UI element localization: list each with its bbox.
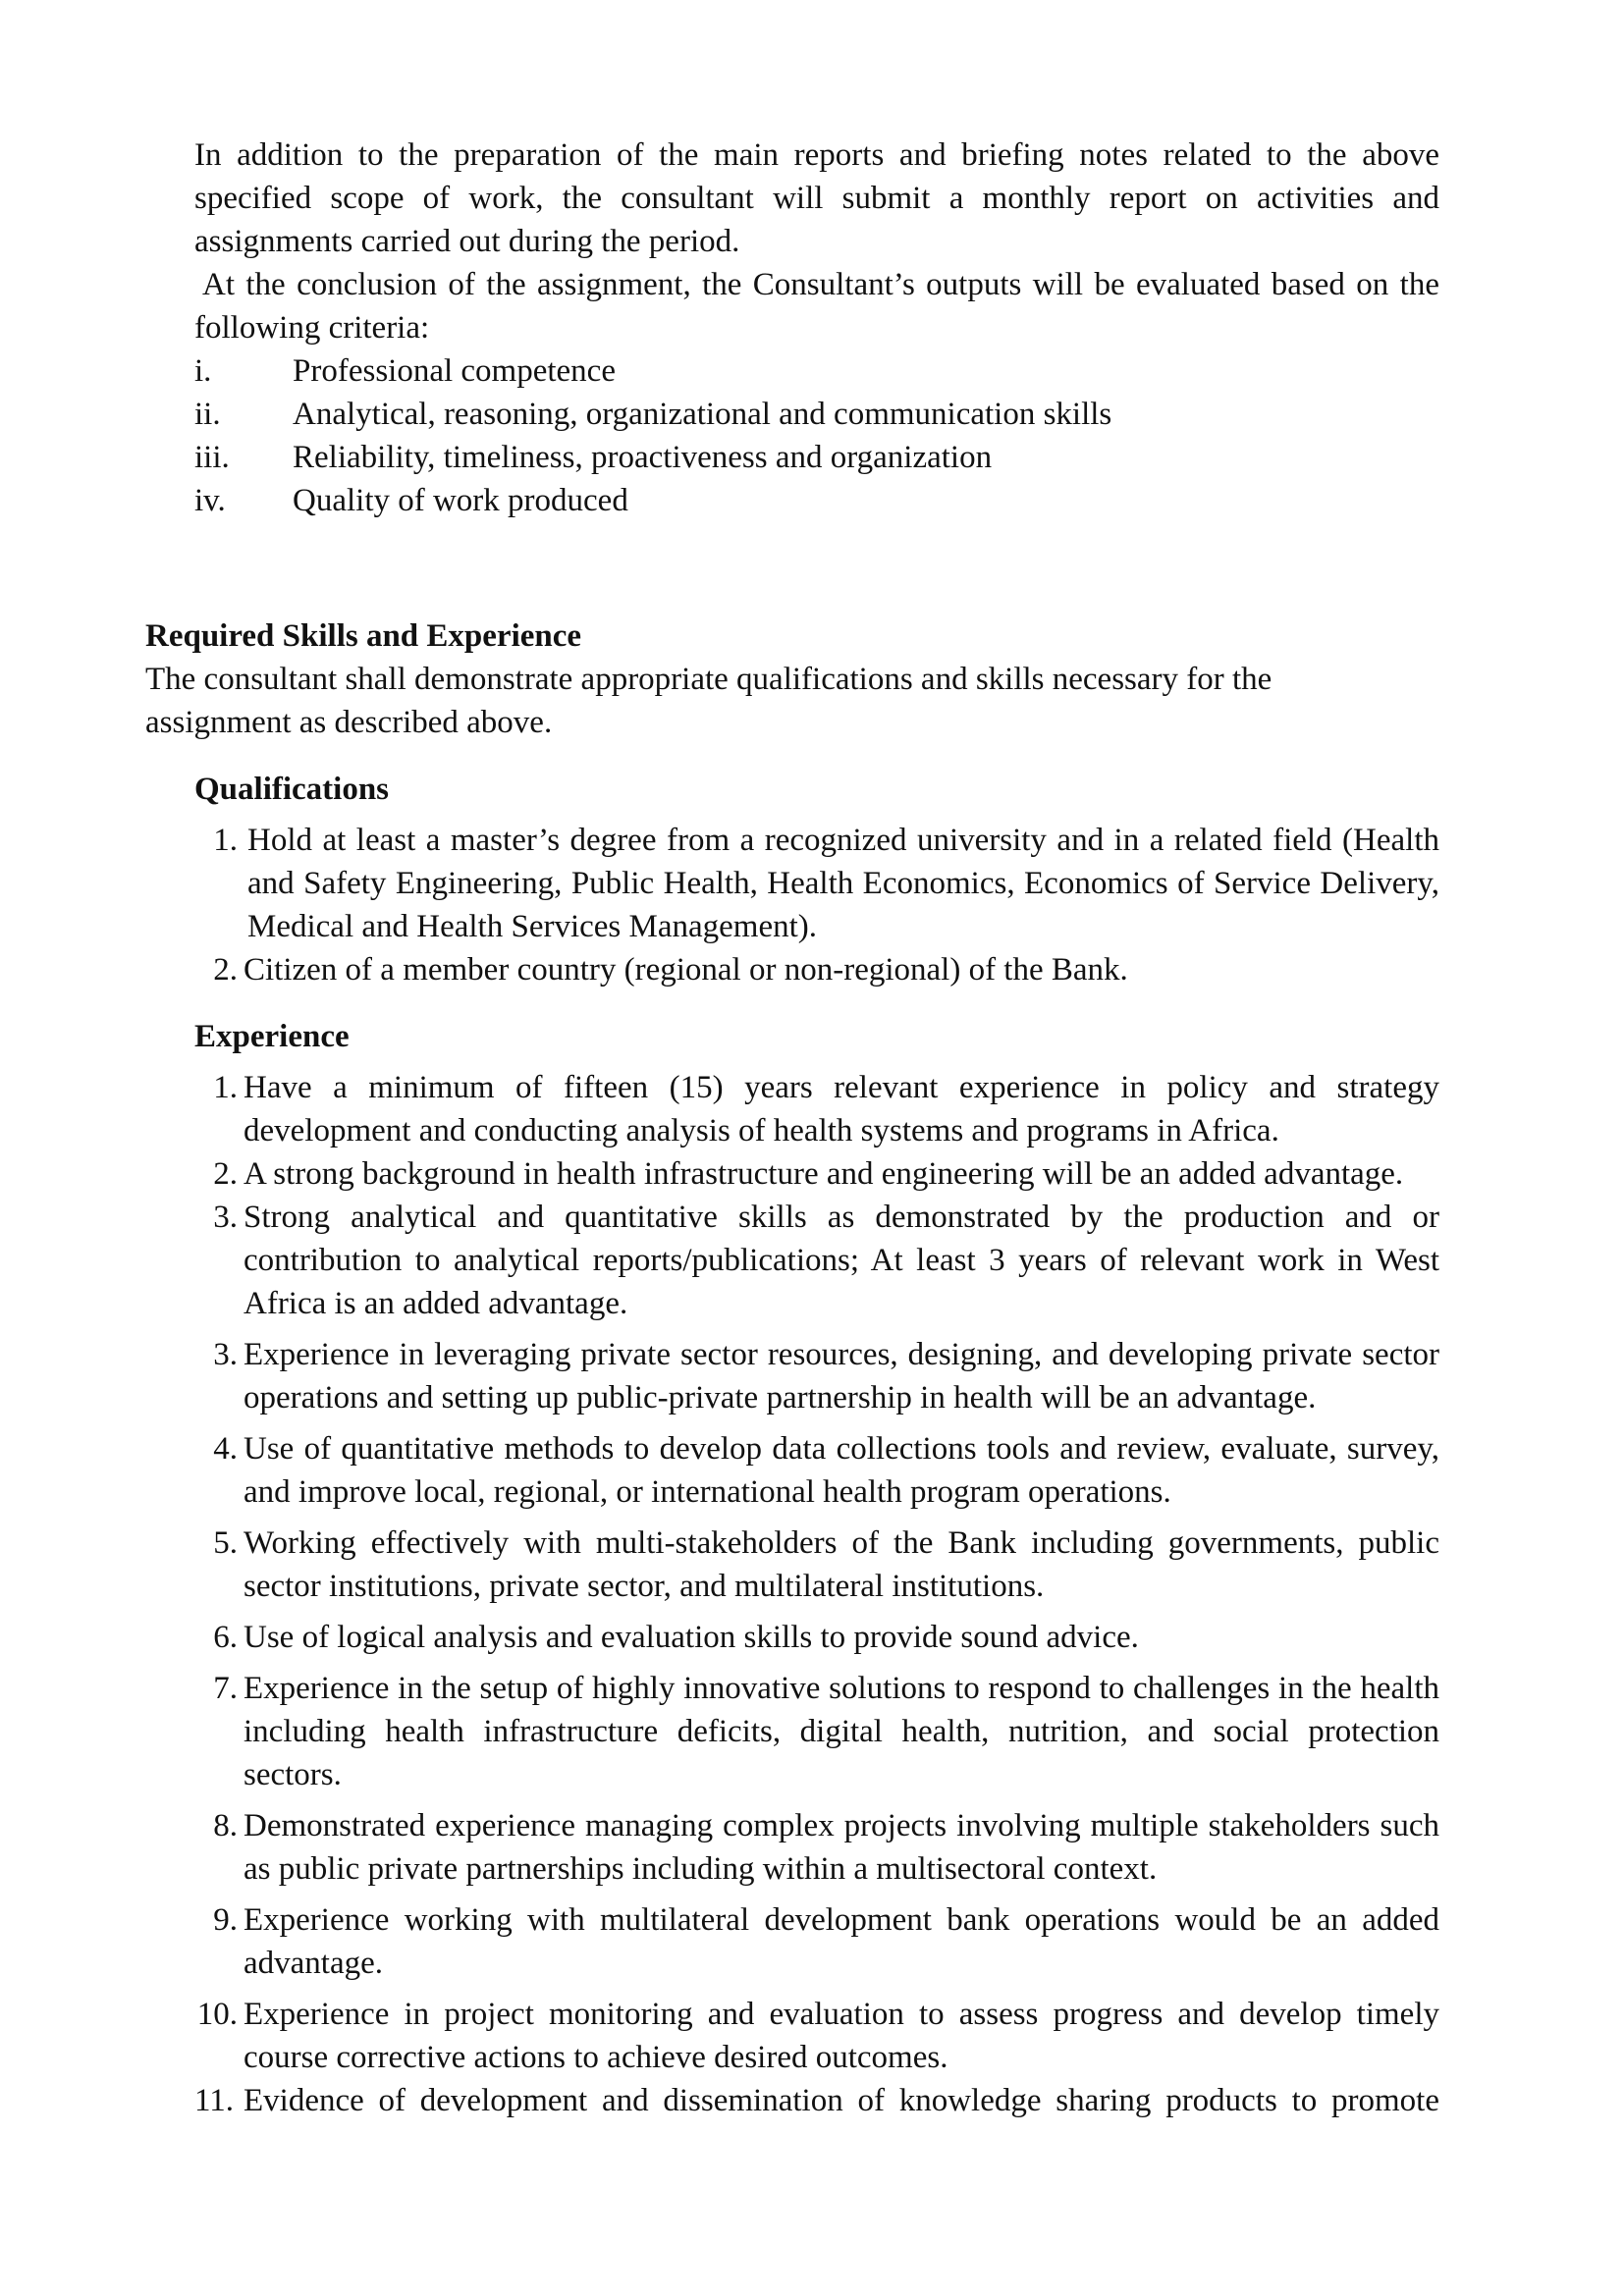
list-text: Citizen of a member country (regional or non-regional) of the Bank. <box>244 952 1128 988</box>
list-number: ii. <box>194 397 221 432</box>
list-number: 8. <box>213 1808 238 1843</box>
list-item <box>194 1898 1439 1985</box>
list-item <box>194 2079 1439 2122</box>
list-number: 5. <box>213 1525 238 1561</box>
list-text: Experience working with multilateral development bank operations would be an added advantage. <box>244 1902 1439 1981</box>
subsection-heading: Qualifications <box>194 772 390 807</box>
list-text: A strong background in health infrastructure and engineering will be an added advantage. <box>244 1156 1404 1192</box>
list-text: Evidence of development and dissemination of knowledge sharing products to promote <box>244 2083 1439 2118</box>
list-text: Strong analytical and quantitative skills as demonstrated by the production and or contribution to analytical reports/publications; At least 3 years of relevant work in West Africa is an added advantage. <box>244 1200 1439 1321</box>
list-text: Working effectively with multi-stakeholders of the Bank including governments, public sector institutions, private sector, and multilateral institutions. <box>244 1525 1439 1604</box>
qualifications-list <box>194 819 1439 991</box>
list-item <box>194 819 1439 948</box>
list-item <box>194 1616 1439 1659</box>
list-text: Have a minimum of fifteen (15) years relevant experience in policy and strategy development and conducting analysis of health systems and programs in Africa. <box>244 1070 1439 1148</box>
list-item <box>194 1804 1439 1891</box>
list-number: i. <box>194 353 212 389</box>
list-text: Professional competence <box>293 353 616 389</box>
experience-list <box>194 1066 1439 2122</box>
list-item <box>194 1993 1439 2079</box>
list-item <box>194 1152 1439 1196</box>
list-number: 6. <box>213 1620 238 1655</box>
list-text: Hold at least a master’s degree from a recognized university and in a related field (Health and Safety Engineering, Public Health, Health Economics, Economics of Service Delivery, Medical and Health Services Management). <box>247 823 1439 944</box>
skills-intro: The consultant shall demonstrate appropriate qualifications and skills necessary for the assignment as described above. <box>145 662 1272 740</box>
list-item <box>194 349 1439 393</box>
skills-section <box>145 614 1304 744</box>
list-number: 3. <box>213 1200 238 1235</box>
criteria-list <box>194 349 1439 522</box>
list-number: 1. <box>213 823 238 858</box>
list-item <box>194 479 1439 522</box>
subsection-heading: Experience <box>194 1019 350 1054</box>
list-item <box>194 1196 1439 1325</box>
list-item <box>194 1667 1439 1796</box>
list-text: Reliability, timeliness, proactiveness and organization <box>293 440 993 475</box>
list-number: 11. <box>194 2083 235 2118</box>
section-heading: Required Skills and Experience <box>145 618 582 654</box>
list-text: Quality of work produced <box>293 483 628 518</box>
list-item <box>194 1427 1439 1514</box>
list-text: Analytical, reasoning, organizational and communication skills <box>293 397 1112 432</box>
list-number: 10. <box>196 1997 238 2032</box>
list-number: iv. <box>194 483 226 518</box>
intro-paragraph: In addition to the preparation of the main reports and briefing notes related to the above specified scope of work, the consultant will submit a monthly report on activities and assignments carried out during the period. <box>194 137 1439 259</box>
list-number: 3. <box>213 1337 238 1372</box>
experience-section <box>194 1015 1439 2122</box>
list-text: Experience in project monitoring and evaluation to assess progress and develop timely course corrective actions to achieve desired outcomes. <box>244 1997 1439 2075</box>
intro-section <box>194 133 1439 522</box>
list-text: Experience in the setup of highly innovative solutions to respond to challenges in the health including health infrastructure deficits, digital health, nutrition, and social protection sectors. <box>244 1671 1439 1792</box>
list-number: iii. <box>194 440 230 475</box>
list-item <box>194 1066 1439 1152</box>
list-item <box>194 1333 1439 1419</box>
list-item <box>194 948 1439 991</box>
list-text: Use of quantitative methods to develop data collections tools and review, evaluate, survey, and improve local, regional, or international health program operations. <box>244 1431 1439 1510</box>
list-item <box>194 436 1439 479</box>
list-text: Experience in leveraging private sector resources, designing, and developing private sector operations and setting up public-private partnership in health will be an advantage. <box>244 1337 1439 1415</box>
qualifications-section <box>194 768 1439 991</box>
list-item <box>194 393 1439 436</box>
list-number: 7. <box>213 1671 238 1706</box>
list-text: Use of logical analysis and evaluation skills to provide sound advice. <box>244 1620 1139 1655</box>
list-number: 2. <box>213 952 238 988</box>
list-item <box>194 1522 1439 1608</box>
list-text: Demonstrated experience managing complex projects involving multiple stakeholders such as public private partnerships including within a multisectoral context. <box>244 1808 1439 1887</box>
list-number: 4. <box>213 1431 238 1467</box>
list-number: 9. <box>213 1902 238 1938</box>
list-number: 1. <box>213 1070 238 1105</box>
list-number: 2. <box>213 1156 238 1192</box>
evaluation-paragraph: At the conclusion of the assignment, the Consultant’s outputs will be evaluated based on the following criteria: <box>194 267 1439 346</box>
